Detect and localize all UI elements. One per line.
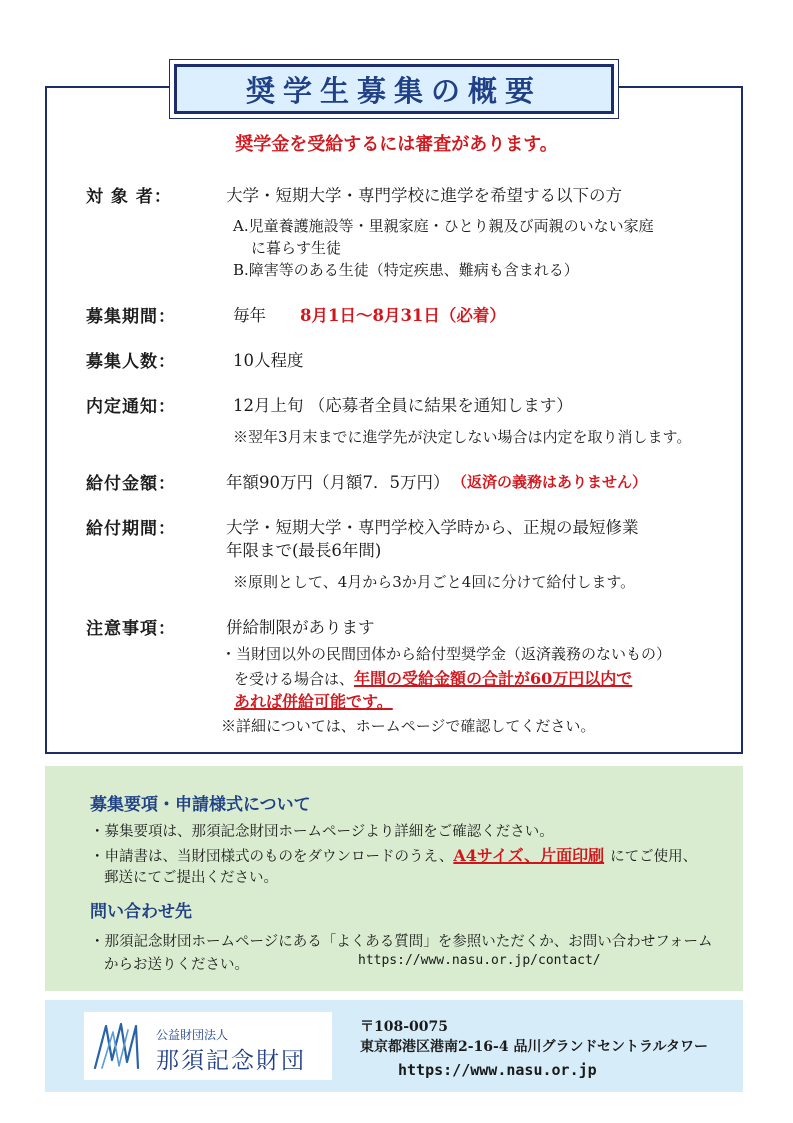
page-title: 奨学生募集の概要 bbox=[245, 73, 542, 108]
application-line2-suffix: にてご使用、 bbox=[610, 849, 698, 865]
period-label: 募集期間： bbox=[86, 307, 176, 327]
application-heading: 募集要項・申請様式について bbox=[90, 795, 311, 815]
org-name: 那須記念財団 bbox=[156, 1048, 306, 1074]
caution-value: 併給制限があります bbox=[226, 618, 375, 637]
postal-code: 〒108-0075 bbox=[360, 1019, 448, 1035]
caution-limit-text: 年間の受給金額の合計が60万円以内で bbox=[354, 669, 633, 688]
eligibility-a-line1: A.児童養護施設等・里親家庭・ひとり親及び両親のいない家庭 bbox=[233, 217, 654, 235]
period-value: 8月1日～8月31日（必着） bbox=[300, 306, 506, 325]
duration-note: ※原則として、4月から3か月ごと4回に分けて給付します。 bbox=[233, 573, 636, 591]
duration-line1: 大学・短期大学・専門学校入学時から、正規の最短修業 bbox=[226, 518, 639, 537]
contact-heading: 問い合わせ先 bbox=[90, 902, 192, 922]
foundation-mark-icon bbox=[92, 1020, 148, 1072]
contact-url-link[interactable]: https://www.nasu.or.jp/contact/ bbox=[358, 953, 601, 968]
contact-line2: からお送りください。 bbox=[104, 957, 249, 973]
eligibility-a-line2: に暮らす生徒 bbox=[251, 239, 342, 257]
address: 東京都港区港南2-16-4 品川グランドセントラルタワー bbox=[360, 1039, 709, 1055]
caution-label: 注意事項： bbox=[86, 619, 176, 639]
org-type: 公益財団法人 bbox=[156, 1028, 229, 1042]
duration-line2: 年限まで(最長6年間) bbox=[226, 541, 382, 560]
application-line2 bbox=[90, 843, 697, 866]
application-format-text: A4サイズ、片面印刷 bbox=[453, 846, 605, 865]
count-label: 募集人数： bbox=[86, 352, 176, 372]
amount-note: （返済の義務はありません） bbox=[452, 473, 648, 491]
foundation-logo bbox=[84, 1012, 332, 1080]
caution-bullet-line2 bbox=[234, 666, 632, 689]
application-line1: ・募集要項は、那須記念財団ホームページより詳細をご確認ください。 bbox=[90, 824, 554, 840]
count-value: 10人程度 bbox=[233, 351, 304, 370]
page-title-box bbox=[174, 64, 614, 114]
amount-label: 給付金額： bbox=[86, 474, 176, 494]
caution-bullet-prefix: を受ける場合は、 bbox=[234, 670, 355, 688]
eligibility-b-line: B.障害等のある生徒（特定疾患、難病も含まれる） bbox=[233, 261, 579, 279]
eligibility-value: 大学・短期大学・専門学校に進学を希望する以下の方 bbox=[226, 186, 622, 205]
duration-label: 給付期間： bbox=[86, 519, 176, 539]
notice-note: ※翌年3月末までに進学先が決定しない場合は内定を取り消します。 bbox=[233, 428, 692, 446]
caution-bullet-line1: ・当財団以外の民間団体から給付型奨学金（返済義務のないもの） bbox=[221, 645, 672, 663]
caution-limit-text-cont: あれば併給可能です。 bbox=[234, 692, 393, 711]
notice-label: 内定通知： bbox=[86, 397, 176, 417]
eligibility-label: 対 象 者： bbox=[86, 187, 172, 207]
caution-note: ※詳細については、ホームページで確認してください。 bbox=[221, 717, 596, 735]
period-prefix: 毎年 bbox=[233, 306, 266, 325]
notice-value: 12月上旬 （応募者全員に結果を通知します） bbox=[233, 396, 573, 415]
contact-line1: ・那須記念財団ホームページにある「よくある質問」を参照いただくか、お問い合わせフォーム bbox=[90, 934, 713, 950]
application-line3: 郵送にてご提出ください。 bbox=[104, 870, 278, 886]
website-link[interactable]: https://www.nasu.or.jp bbox=[398, 1061, 597, 1079]
screening-notice: 奨学金を受給するには審査があります。 bbox=[235, 134, 558, 155]
amount-value: 年額90万円（月額7．5万円） bbox=[226, 473, 450, 492]
application-line2-prefix: ・申請書は、当財団様式のものをダウンロードのうえ、 bbox=[90, 849, 454, 865]
